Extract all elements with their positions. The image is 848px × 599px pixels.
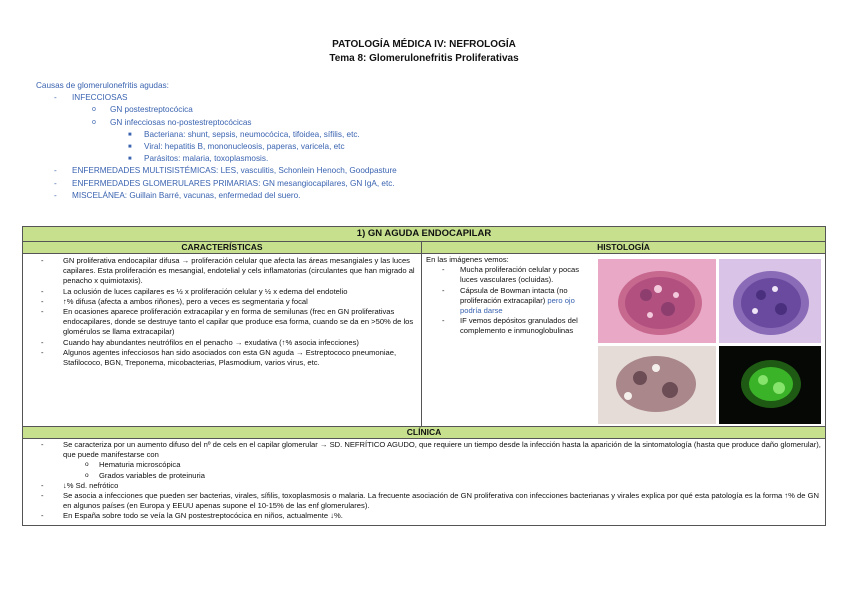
- list-item: o Hematuria microscópica: [99, 460, 821, 470]
- list-item: ■ Viral: hepatitis B, mononucleosis, paperas, varicela, etc: [128, 142, 345, 152]
- histology-image-em: [598, 346, 716, 424]
- histologia-cell: [422, 254, 826, 427]
- header-histologia: HISTOLOGÍA: [422, 242, 826, 254]
- list-item: - MISCELÁNEA: Guillain Barré, vacunas, enfermedad del suero.: [54, 190, 301, 200]
- header-clinica: CLÍNICA: [23, 427, 826, 439]
- list-item: o GN postestreptocócica: [92, 105, 193, 115]
- list-item: ■ Bacteriana: shunt, sepsis, neumocócica, tifoidea, sífilis, etc.: [128, 129, 360, 139]
- page-title: PATOLOGÍA MÉDICA IV: NEFROLOGÍA: [332, 39, 516, 50]
- caracteristicas-cell: [23, 254, 422, 427]
- table-title: 1) GN AGUDA ENDOCAPILAR: [23, 227, 826, 242]
- list-item: - GN proliferativa endocapilar difusa → proliferación celular que afecta las áreas mesangiales y las luces capilares. Esta proliferación es mesangial, endotelial y cels inflamatorias (circulantes que han migrado al penacho x quimiotaxis).: [63, 256, 417, 287]
- causes-section: [36, 80, 397, 202]
- histology-image-he: [598, 259, 716, 343]
- list-item: - Cápsula de Bowman intacta (no proliferación extracapilar) pero ojo podría darse: [460, 286, 596, 317]
- causes-heading: Causas de glomerulonefritis agudas:: [36, 81, 169, 90]
- list-item: - Mucha proliferación celular y pocas luces vasculares (ocluidas).: [460, 265, 596, 285]
- histology-image-pas: [719, 259, 821, 343]
- page-subtitle: Tema 8: Glomerulonefritis Proliferativas: [329, 53, 519, 64]
- gn-table: [22, 226, 826, 526]
- list-item: - ENFERMEDADES MULTISISTÉMICAS: LES, vasculitis, Schonlein Henoch, Goodpasture: [54, 166, 397, 176]
- list-item: - ↑% difusa (afecta a ambos riñones), pero a veces es segmentaria y focal: [63, 297, 417, 307]
- list-item: - Se asocia a infecciones que pueden ser bacterias, virales, sífilis, toxoplasmosis o malaria. La frecuente asociación de GN proliferativa con infecciones bacterianas y virales explica por qué esta patología es la forma ↑% de GN en algunos países (en Europa y EEUU apenas supone el 10-15% de las enf glomerulares).: [63, 491, 821, 511]
- note-text: pero ojo podría darse: [460, 295, 575, 316]
- list-item: - IF vemos depósitos granulados del complemento e inmunoglobulinas: [460, 316, 596, 336]
- header-caracteristicas: CARACTERÍSTICAS: [23, 242, 422, 254]
- list-item: - ENFERMEDADES GLOMERULARES PRIMARIAS: GN mesangiocapilares, GN IgA, etc.: [54, 178, 395, 188]
- list-item: - ↓% Sd. nefrótico: [63, 481, 821, 491]
- histologia-intro: En las imágenes vemos:: [426, 255, 509, 264]
- list-item: ■ Parásitos: malaria, toxoplasmosis.: [128, 154, 269, 164]
- list-item: - En España sobre todo se veía la GN postestreptocócica en niños, actualmente ↓%.: [63, 511, 821, 521]
- list-item: - INFECCIOSAS: [54, 93, 128, 103]
- list-item: - Cuando hay abundantes neutrófilos en el penacho → exudativa (↑% asocia infecciones): [63, 338, 417, 348]
- list-item: - Algunos agentes infecciosos han sido asociados con esta GN aguda → Estreptococo pneumoniae, Stafilococo, BGN, Treponema, micobacterias, Plasmodium, varios virus, etc.: [63, 348, 417, 368]
- list-item: o GN infecciosas no-postestreptocócicas: [92, 117, 252, 127]
- list-item: - En ocasiones aparece proliferación extracapilar y en forma de semilunas (frec en GN proliferativas endocapilares, donde se destruye tanto el capilar que produce esa forma, cuando se da en >50% de los glomérulos se llama extracapilar): [63, 307, 417, 338]
- list-item: - La oclusión de luces capilares es ½ x proliferación celular y ½ x edema del endotelio: [63, 287, 417, 297]
- histology-image-if: [719, 346, 821, 424]
- clinica-cell: [23, 439, 826, 526]
- list-item: o Grados variables de proteinuria: [99, 471, 821, 481]
- list-item: - Se caracteriza por un aumento difuso del nº de cels en el capilar glomerular → SD. NEFRÍTICO AGUDO, que requiere un tiempo desde la infección hasta la aparición de la sintomatología (hasta que produce daño glomerular), que puede manifestarse con o Hematuria microscópica o Grados variables de proteinuria: [63, 440, 821, 481]
